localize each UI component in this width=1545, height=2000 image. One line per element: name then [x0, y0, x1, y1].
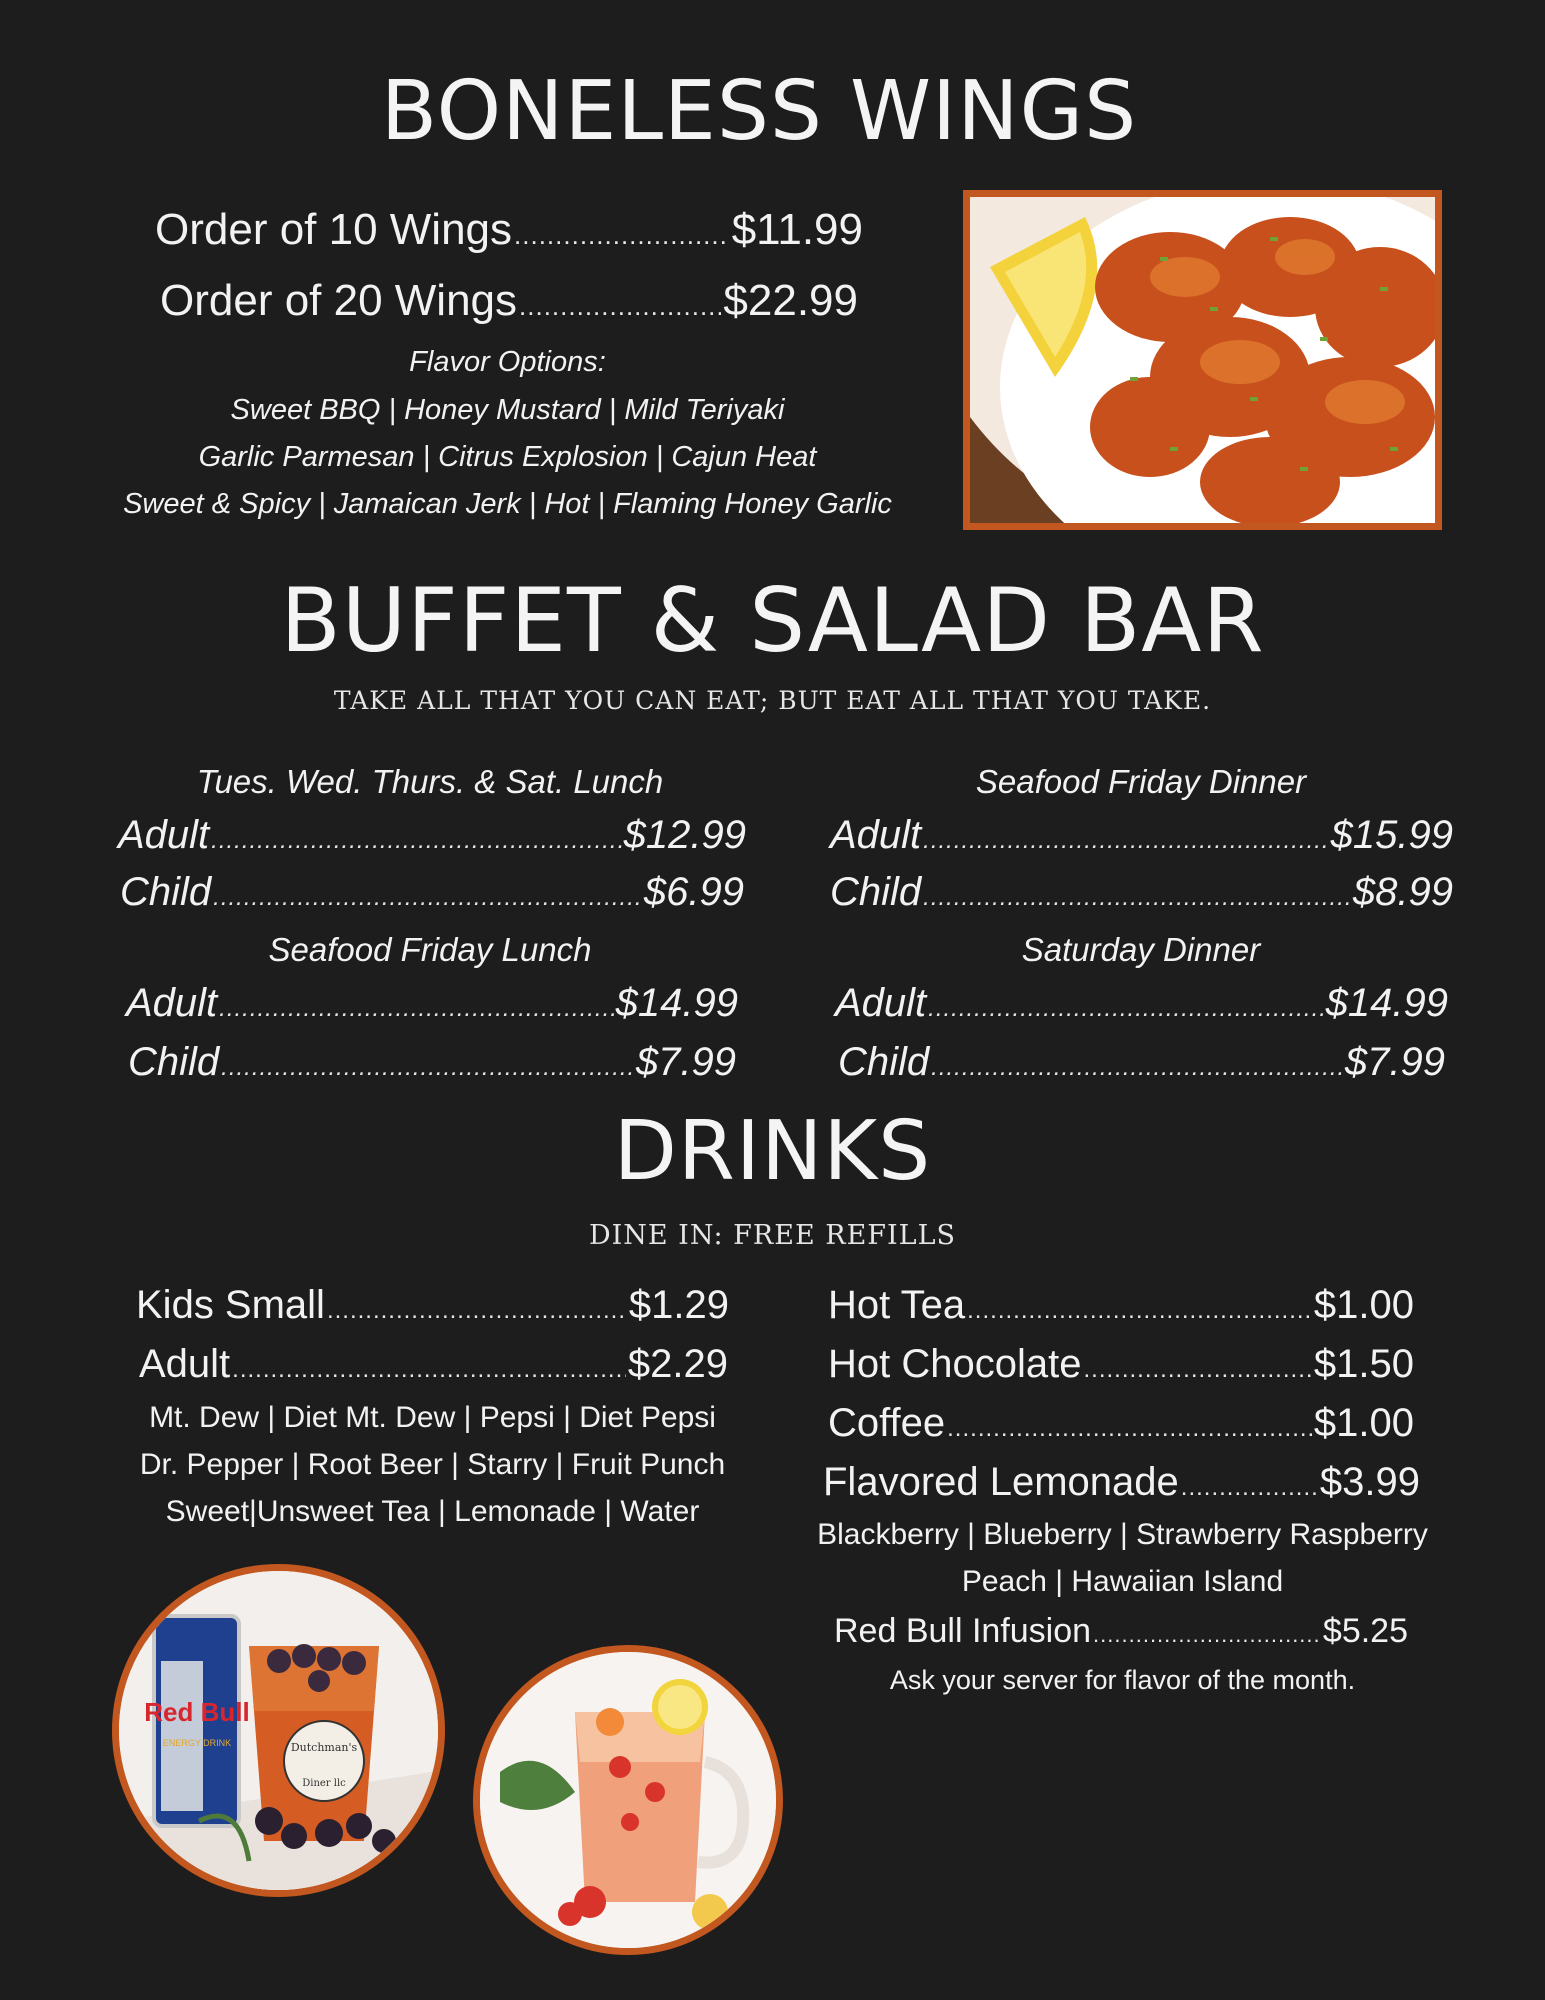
dot-leader	[327, 1297, 627, 1325]
row-label: Hot Chocolate	[828, 1342, 1082, 1386]
drinks-subtitle: DINE IN: FREE REFILLS	[588, 1220, 957, 1251]
row-price: $1.00	[1313, 1401, 1414, 1445]
dot-leader	[221, 1054, 634, 1082]
soda-line: Mt. Dew | Diet Mt. Dew | Pepsi | Diet Pepsi	[149, 1401, 716, 1434]
row-price: $2.29	[627, 1342, 728, 1386]
wings-photo	[963, 190, 1442, 530]
group-title-sat-dinner: Saturday Dinner	[1021, 931, 1261, 968]
row-price: $12.99	[623, 813, 746, 857]
buffet-title: BUFFET & SALAD BAR	[280, 569, 1265, 672]
redbull-drink-photo	[112, 1564, 445, 1897]
cup-logo-line1: Dutchman's	[290, 1741, 358, 1754]
dot-leader	[923, 884, 1351, 912]
row-price: $7.99	[1344, 1040, 1445, 1084]
row-label: Adult	[830, 813, 922, 857]
row-label: Kids Small	[136, 1283, 325, 1327]
dot-leader	[519, 291, 721, 322]
row-label: Red Bull Infusion	[834, 1612, 1092, 1650]
dot-leader	[923, 827, 1328, 855]
drink-row-adult	[139, 1342, 728, 1387]
row-price: $1.00	[1313, 1283, 1414, 1327]
item-label: Order of 10 Wings	[155, 205, 513, 254]
drinks-title: DRINKS	[613, 1104, 932, 1199]
buffet-price-row	[126, 981, 738, 1026]
buffet-subtitle: TAKE ALL THAT YOU CAN EAT; BUT EAT ALL THAT YOU TAKE.	[333, 686, 1212, 715]
row-price: $8.99	[1352, 870, 1453, 914]
wings-title: BONELESS WINGS	[380, 64, 1138, 159]
drink-row-hot-chocolate	[828, 1342, 1414, 1387]
row-price: $15.99	[1330, 813, 1453, 857]
dot-leader	[213, 884, 642, 912]
row-label: Child	[120, 870, 212, 914]
group-title-tue-lunch: Tues. Wed. Thurs. & Sat. Lunch	[196, 763, 664, 800]
drink-row-red-bull-infusion	[834, 1612, 1408, 1651]
dot-leader	[947, 1415, 1312, 1443]
lemonade-drink-photo	[473, 1645, 783, 1955]
row-price: $14.99	[1325, 981, 1448, 1025]
flavor-line: Sweet BBQ | Honey Mustard | Mild Teriyaki	[230, 394, 785, 426]
dot-leader	[219, 995, 613, 1023]
drink-row-kids-small	[136, 1283, 729, 1328]
soda-line: Sweet|Unsweet Tea | Lemonade | Water	[165, 1495, 700, 1528]
wings-item-10	[155, 205, 863, 255]
row-price: $5.25	[1322, 1612, 1408, 1650]
buffet-price-row	[835, 981, 1448, 1026]
row-price: $6.99	[643, 870, 744, 914]
dot-leader	[211, 827, 621, 855]
row-label: Adult	[126, 981, 218, 1025]
dot-leader	[967, 1297, 1312, 1325]
flavor-of-month-note: Ask your server for flavor of the month.	[889, 1665, 1356, 1695]
group-title-fri-dinner: Seafood Friday Dinner	[975, 763, 1307, 800]
row-price: $1.50	[1313, 1342, 1414, 1386]
flavor-options-title: Flavor Options:	[409, 346, 606, 378]
row-label: Hot Tea	[828, 1283, 966, 1327]
dot-leader	[931, 1054, 1343, 1082]
row-label: Child	[838, 1040, 930, 1084]
item-price: $11.99	[731, 205, 863, 254]
lemonade-flavor-line: Blackberry | Blueberry | Strawberry Raspberry	[817, 1518, 1428, 1551]
flavor-line: Sweet & Spicy | Jamaican Jerk | Hot | Flaming Honey Garlic	[123, 488, 892, 520]
drink-row-flavored-lemonade	[823, 1460, 1420, 1505]
flavor-line: Garlic Parmesan | Citrus Explosion | Cajun Heat	[198, 441, 817, 473]
row-label: Coffee	[828, 1401, 946, 1445]
row-price: $14.99	[615, 981, 738, 1025]
wings-image	[970, 197, 1435, 523]
item-price: $22.99	[723, 276, 858, 325]
drink-row-coffee	[828, 1401, 1414, 1446]
item-label: Order of 20 Wings	[160, 276, 518, 325]
dot-leader	[928, 995, 1323, 1023]
buffet-price-row	[118, 813, 746, 858]
dot-leader	[1083, 1356, 1311, 1384]
buffet-price-row	[830, 813, 1453, 858]
row-label: Flavored Lemonade	[823, 1460, 1179, 1504]
buffet-price-row	[120, 870, 744, 915]
drink-row-hot-tea	[828, 1283, 1414, 1328]
row-price: $7.99	[635, 1040, 736, 1084]
row-label: Child	[128, 1040, 220, 1084]
row-label: Adult	[118, 813, 210, 857]
row-label: Child	[830, 870, 922, 914]
row-price: $1.29	[628, 1283, 729, 1327]
redbull-drink-image	[119, 1571, 438, 1890]
dot-leader	[1181, 1474, 1318, 1502]
lemonade-drink-image	[480, 1652, 776, 1948]
cup-logo-line2: Diner llc	[302, 1778, 346, 1789]
can-text: Red Bull	[144, 1697, 250, 1727]
dot-leader	[232, 1356, 626, 1384]
group-title-fri-lunch: Seafood Friday Lunch	[268, 931, 592, 968]
dot-leader	[514, 220, 730, 251]
dot-leader	[1093, 1622, 1321, 1648]
row-price: $3.99	[1319, 1460, 1420, 1504]
row-label: Adult	[139, 1342, 231, 1386]
buffet-price-row	[830, 870, 1453, 915]
lemonade-flavor-line: Peach | Hawaiian Island	[961, 1565, 1284, 1598]
wings-item-20	[160, 276, 858, 326]
row-label: Adult	[835, 981, 927, 1025]
buffet-price-row	[838, 1040, 1445, 1085]
can-subtext: ENERGY DRINK	[162, 1738, 232, 1748]
soda-line: Dr. Pepper | Root Beer | Starry | Fruit Punch	[139, 1448, 726, 1481]
buffet-price-row	[128, 1040, 736, 1085]
